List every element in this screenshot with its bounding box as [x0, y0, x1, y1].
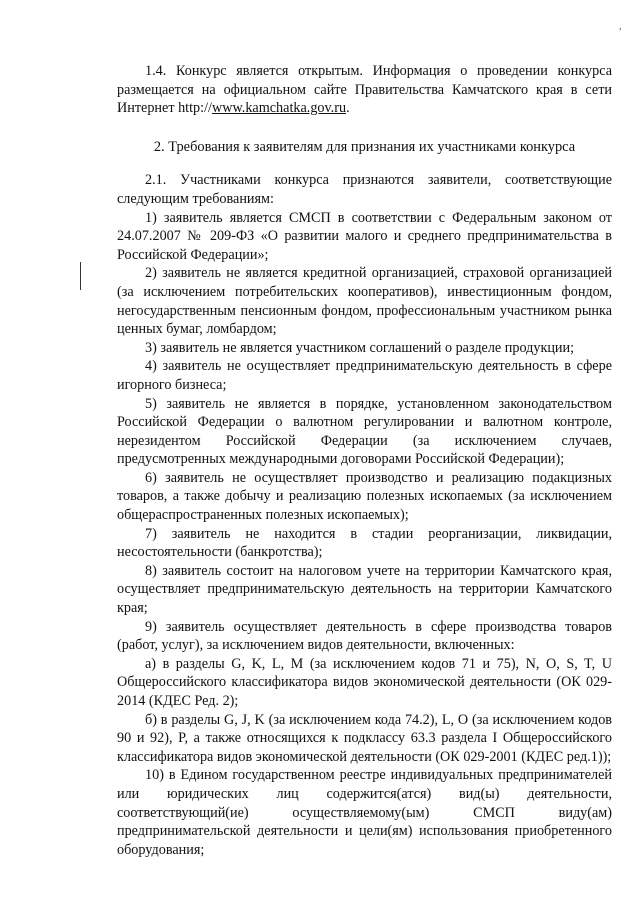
requirement-item-9b: б) в разделы G, J, K (за исключением кода 74.2), L, O (за исключением кодов 90 и 92), P, а также относящихся к подклассу 63.3 раздела I Общероссийского классификатора видов экономической деятельности (ОК 029-2001 (КДЕС ред.1));	[117, 711, 612, 765]
requirement-item-9: 9) заявитель осуществляет деятельность в сфере производства товаров (работ, услуг), за исключением видов деятельности, включенных:	[117, 618, 612, 654]
requirement-item-9a: а) в разделы G, K, L, M (за исключением кодов 71 и 75), N, O, S, T, U Общероссийского классификатора видов экономической деятельности (ОК 029-2014 (КДЕС Ред. 2);	[117, 655, 612, 709]
requirement-item-7: 7) заявитель не находится в стадии реорганизации, ликвидации, несостоятельности (банкротства);	[117, 525, 612, 561]
section-2-heading: 2. Требования к заявителям для признания их участниками конкурса	[153, 138, 576, 155]
paragraph-2-1: 2.1. Участниками конкурса признаются заявители, соответствующие следующим требованиям:	[117, 172, 612, 207]
requirement-item-8: 8) заявитель состоит на налоговом учете на территории Камчатского края, осуществляет предпринимательскую деятельность на территории Камчатского края;	[117, 562, 612, 617]
margin-bracket-mark	[80, 262, 82, 290]
paragraph-1-4-end: .	[346, 100, 350, 117]
requirement-item-1: 1) заявитель является СМСП в соответствии с Федеральным законом от 24.07.2007 № 209-ФЗ «О развитии малого и среднего предпринимательства в Российской Федерации»;	[117, 209, 612, 263]
document-page	[117, 62, 612, 859]
paragraph-1-4	[117, 62, 612, 118]
requirement-item-2: 2) заявитель не является кредитной организацией, страховой организацией (за исключением потребительских кооперативов), инвестиционным фондом, негосударственным пенсионным фондом, профессиональным участником рынка ценных бумаг, ломбардом;	[117, 265, 612, 338]
corner-scan-mark: ,	[619, 21, 622, 32]
paragraph-1-4-text: 1.4. Конкурс является открытым. Информация о проведении конкурса размещается на официальном сайте Правительства Камчатского края в сети Интернет http://	[117, 63, 612, 117]
requirement-item-10: 10) в Едином государственном реестре индивидуальных предпринимателей или юридических лиц содержится(атся) вид(ы) деятельности, соответствующий(ие) осуществляемому(ым) СМСП виду(ам) предпринимательской деятельности и цели(ям) использования приобретенного оборудования;	[117, 767, 612, 858]
requirement-item-3: 3) заявитель не является участником соглашений о разделе продукции;	[145, 339, 575, 356]
requirement-item-6: 6) заявитель не осуществляет производство и реализацию подакцизных товаров, а также добычу и реализацию полезных ископаемых (за исключением общераспространенных полезных ископаемых);	[117, 469, 612, 524]
requirement-item-5: 5) заявитель не является в порядке, установленном законодательством Российской Федерации о валютном регулировании и валютном контроле, нерезидентом Российской Федерации (за исключением случаев, предусмотренных международными договорами Российской Федерации);	[117, 395, 612, 468]
website-link[interactable]: www.kamchatka.gov.ru	[211, 100, 347, 117]
requirement-item-4: 4) заявитель не осуществляет предпринимательскую деятельность в сфере игорного бизнеса;	[117, 358, 612, 393]
